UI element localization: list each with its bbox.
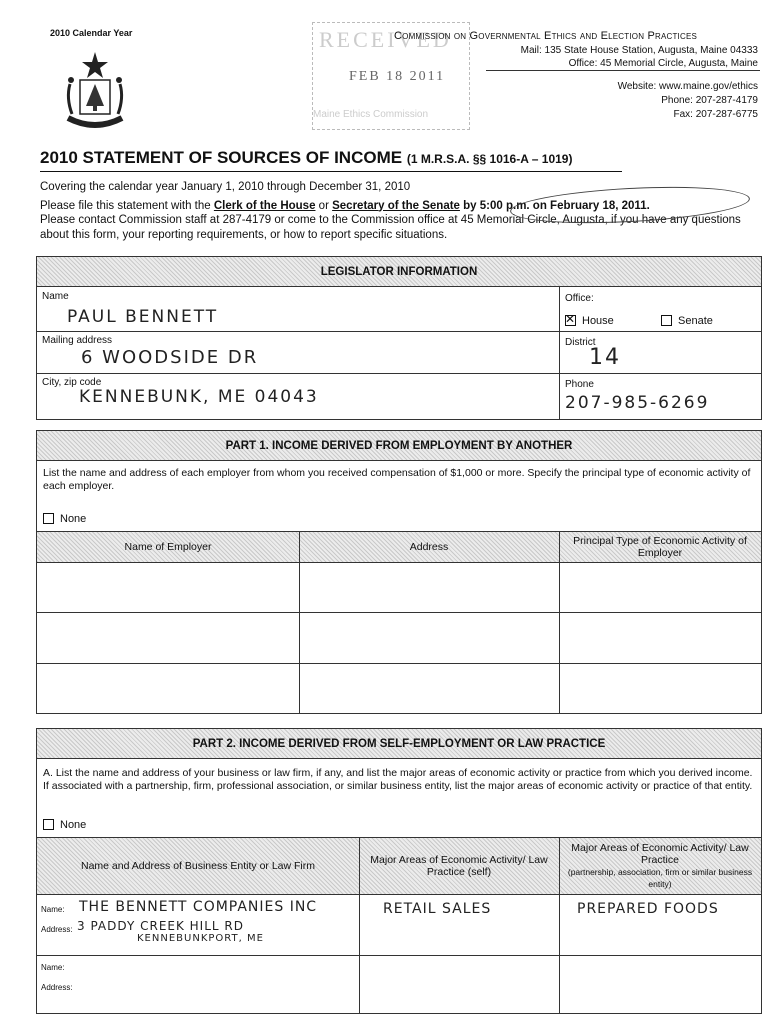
header-rule: [486, 70, 760, 71]
contact-instructions: Please contact Commission staff at 287-4179 or come to the Commission office at 45 Memorial Circle, Augusta, if you have any questions about this form, your reporting requirements, or how to report specific situations.: [40, 214, 741, 241]
part1-heading: PART 1. INCOME DERIVED FROM EMPLOYMENT BY ANOTHER: [37, 431, 761, 461]
secretary-link: Secretary of the Senate: [332, 199, 460, 212]
row2-name-label: Name:: [41, 963, 65, 972]
senate-checkbox[interactable]: [661, 315, 672, 326]
part2-none-option[interactable]: None: [43, 819, 86, 832]
part1-instructions: List the name and address of each employer from whom you received compensation of $1,000 or more. Specify the principal type of economic activity of each employer.: [43, 467, 751, 492]
part1-row-divider: [37, 663, 761, 664]
legislator-section: [36, 256, 762, 420]
filing-instructions: Please file this statement with the Clerk of the House or Secretary of the Senate by 5:00 p.m. on February 18, 2011.: [40, 199, 650, 212]
senate-option[interactable]: Senate: [661, 315, 713, 327]
clerk-link: Clerk of the House: [213, 199, 316, 212]
mailing-label: Mailing address: [42, 335, 113, 346]
part1-row-divider: [37, 612, 761, 613]
col-activity: Principal Type of Economic Activity of Employer: [573, 535, 747, 559]
col-self: Major Areas of Economic Activity/ Law Practice (self): [370, 854, 548, 878]
state-seal-icon: [62, 50, 128, 130]
row1-address-line2[interactable]: KENNEBUNKPORT, ME: [137, 933, 264, 944]
name-label: Name: [42, 291, 69, 302]
row1-address-value[interactable]: 3 PADDY CREEK HILL RD: [77, 919, 244, 933]
city-label: City, zip code: [42, 377, 102, 388]
col-partnership: Major Areas of Economic Activity/ Law Practice (partnership, association, firm or similar business entity): [567, 842, 753, 889]
covering-period: Covering the calendar year January 1, 2010 through December 31, 2010: [40, 181, 411, 193]
part1-none-option[interactable]: None: [43, 513, 86, 526]
office-address: Office: 45 Memorial Circle, Augusta, Maine: [568, 58, 758, 69]
legislator-heading: LEGISLATOR INFORMATION: [37, 257, 761, 287]
col-address: Address: [409, 541, 449, 553]
website[interactable]: Website: www.maine.gov/ethics: [617, 81, 758, 92]
calendar-year: 2010 Calendar Year: [50, 28, 133, 38]
house-option[interactable]: ✕House: [565, 315, 614, 327]
col-employer: Name of Employer: [124, 541, 212, 553]
stamp-commission: Maine Ethics Commission: [313, 109, 429, 120]
district-label: District: [565, 337, 596, 348]
fax: Fax: 207-287-6775: [673, 109, 758, 120]
page-title: [40, 148, 572, 168]
row1-partner-activity[interactable]: PREPARED FOODS: [577, 901, 719, 917]
part2-instructions: A. List the name and address of your business or law firm, if any, and list the major areas of economic activity or practice from which you derived income. If associated with a partnership, firm, professional association, or similar business entity, list the major areas of economic activity or practice of that entity.: [43, 767, 753, 792]
col-entity: Name and Address of Business Entity or Law Firm: [80, 860, 315, 872]
row1-address-label: Address:: [41, 925, 73, 934]
name-value[interactable]: PAUL BENNETT: [67, 307, 219, 327]
row1-name-label: Name:: [41, 905, 65, 914]
phone: Phone: 207-287-4179: [661, 95, 758, 106]
office-label: Office:: [565, 293, 594, 304]
part2-section: [36, 728, 762, 1014]
house-checkbox[interactable]: [565, 315, 576, 326]
contact-addresses: [521, 44, 758, 70]
part2-none-checkbox[interactable]: [43, 819, 54, 830]
title-main: 2010 STATEMENT OF SOURCES OF INCOME: [40, 148, 403, 167]
title-rule: [40, 171, 622, 172]
phone-value[interactable]: 207-985-6269: [565, 393, 710, 413]
row2-address-label: Address:: [41, 983, 73, 992]
part2-row-divider: [37, 955, 761, 956]
part1-section: [36, 430, 762, 714]
district-value[interactable]: 14: [589, 345, 621, 370]
stamp-received: RECEIVED: [319, 27, 452, 52]
title-statute: (1 M.R.S.A. §§ 1016-A – 1019): [406, 152, 573, 166]
mailing-value[interactable]: 6 WOODSIDE DR: [81, 347, 259, 368]
phone-label: Phone: [565, 379, 594, 390]
contact-web-phone: [618, 80, 758, 122]
mail-address: Mail: 135 State House Station, Augusta, Maine 04333: [520, 45, 758, 56]
part2-heading: PART 2. INCOME DERIVED FROM SELF-EMPLOYMENT OR LAW PRACTICE: [37, 729, 761, 759]
city-value[interactable]: KENNEBUNK, ME 04043: [79, 387, 319, 407]
part1-none-checkbox[interactable]: [43, 513, 54, 524]
row1-name-value[interactable]: THE BENNETT COMPANIES INC: [79, 899, 318, 915]
stamp-date: FEB 18 2011: [349, 69, 446, 84]
row1-self-activity[interactable]: RETAIL SALES: [383, 901, 492, 917]
commission-name: Commission on Governmental Ethics and Election Practices: [394, 30, 698, 42]
